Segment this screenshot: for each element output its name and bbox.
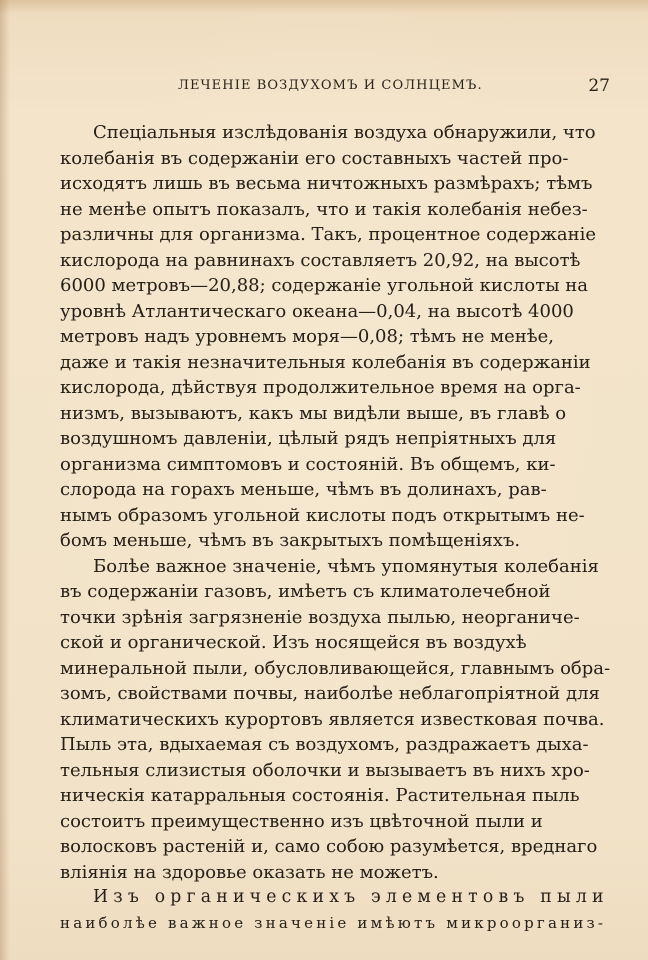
text-line: уровнѣ Атлантическаго океана—0,04, на высотѣ 4000 bbox=[60, 300, 574, 322]
text-line: слорода на горахъ меньше, чѣмъ въ долинахъ, рав- bbox=[60, 479, 547, 500]
text-line: минеральной пыли, обусловливающейся, главнымъ обра- bbox=[60, 657, 611, 679]
text-line: ническія катарральныя состоянія. Растительная пыль bbox=[60, 785, 580, 806]
text-line: воздушномъ давленіи, цѣлый рядъ непріятныхъ для bbox=[60, 428, 557, 449]
text-line: Болѣе важное значеніе, чѣмъ упомянутыя колебанія bbox=[93, 555, 599, 577]
text-line: наиболѣе важное значеніе имѣютъ микроорганиз- bbox=[60, 913, 607, 932]
text-line: зомъ, свойствами почвы, наиболѣе неблагопріятной для bbox=[60, 683, 600, 704]
text-line: даже и такія незначительныя колебанія въ содержаніи bbox=[60, 351, 591, 373]
text-line: ской и органической. Изъ носящейся въ воздухѣ bbox=[60, 632, 527, 653]
text-line: метровъ надъ уровнемъ моря—0,08; тѣмъ не менѣе, bbox=[60, 326, 554, 347]
text-line: точки зрѣнія загрязненіе воздуха пылью, неорганиче- bbox=[60, 606, 580, 628]
text-line: кислорода, дѣйствуя продолжительное время на орга- bbox=[60, 377, 581, 398]
running-title: ЛЕЧЕНІЕ ВОЗДУХОМЪ И СОЛНЦЕМЪ. bbox=[178, 78, 483, 93]
text-line: бомъ меньше, чѣмъ въ закрытыхъ помѣщеніяхъ. bbox=[60, 530, 521, 551]
text-line: Спеціальныя изслѣдованія воздуха обнаружили, что bbox=[93, 122, 596, 143]
text-line: организма симптомовъ и состояній. Въ общемъ, ки- bbox=[60, 453, 556, 475]
text-line: колебанія въ содержаніи его составныхъ частей про- bbox=[60, 147, 569, 169]
text-line: Пыль эта, вдыхаемая съ воздухомъ, раздражаетъ дыха- bbox=[60, 734, 589, 755]
text-line: кислорода на равнинахъ составляетъ 20,92, на высотѣ bbox=[60, 249, 581, 271]
page-edge-top bbox=[0, 0, 648, 14]
text-line: климатическихъ курортовъ является известковая почва. bbox=[60, 708, 605, 730]
text-line: тельныя слизистыя оболочки и вызываетъ въ нихъ хро- bbox=[60, 759, 590, 781]
text-line: нымъ образомъ угольной кислоты подъ открытымъ не- bbox=[60, 504, 585, 526]
page-header bbox=[178, 78, 618, 98]
page-number: 27 bbox=[588, 76, 610, 96]
page-edge-left bbox=[0, 0, 10, 960]
text-line: не менѣе опытъ показалъ, что и такія колебанія небез- bbox=[60, 198, 588, 220]
text-line: въ содержаніи газовъ, имѣетъ съ климатолечебной bbox=[60, 581, 551, 602]
text-line: низмъ, вызываютъ, какъ мы видѣли выше, въ главѣ о bbox=[60, 402, 567, 424]
text-line: различны для организма. Такъ, процентное содержаніе bbox=[60, 224, 597, 245]
body-text bbox=[60, 120, 612, 936]
text-line: 6000 метровъ—20,88; содержаніе угольной кислоты на bbox=[60, 275, 588, 296]
text-line: Изъ органическихъ элементовъ пыли bbox=[93, 887, 609, 907]
text-line: исходятъ лишь въ весьма ничтожныхъ размѣрахъ; тѣмъ bbox=[60, 173, 593, 194]
text-line: состоитъ преимущественно изъ цвѣточной пыли и bbox=[60, 810, 543, 832]
text-line: вліянія на здоровье оказать не можетъ. bbox=[60, 861, 439, 883]
text-line: волосковъ растеній и, само собою разумѣется, вреднаго bbox=[60, 836, 598, 857]
